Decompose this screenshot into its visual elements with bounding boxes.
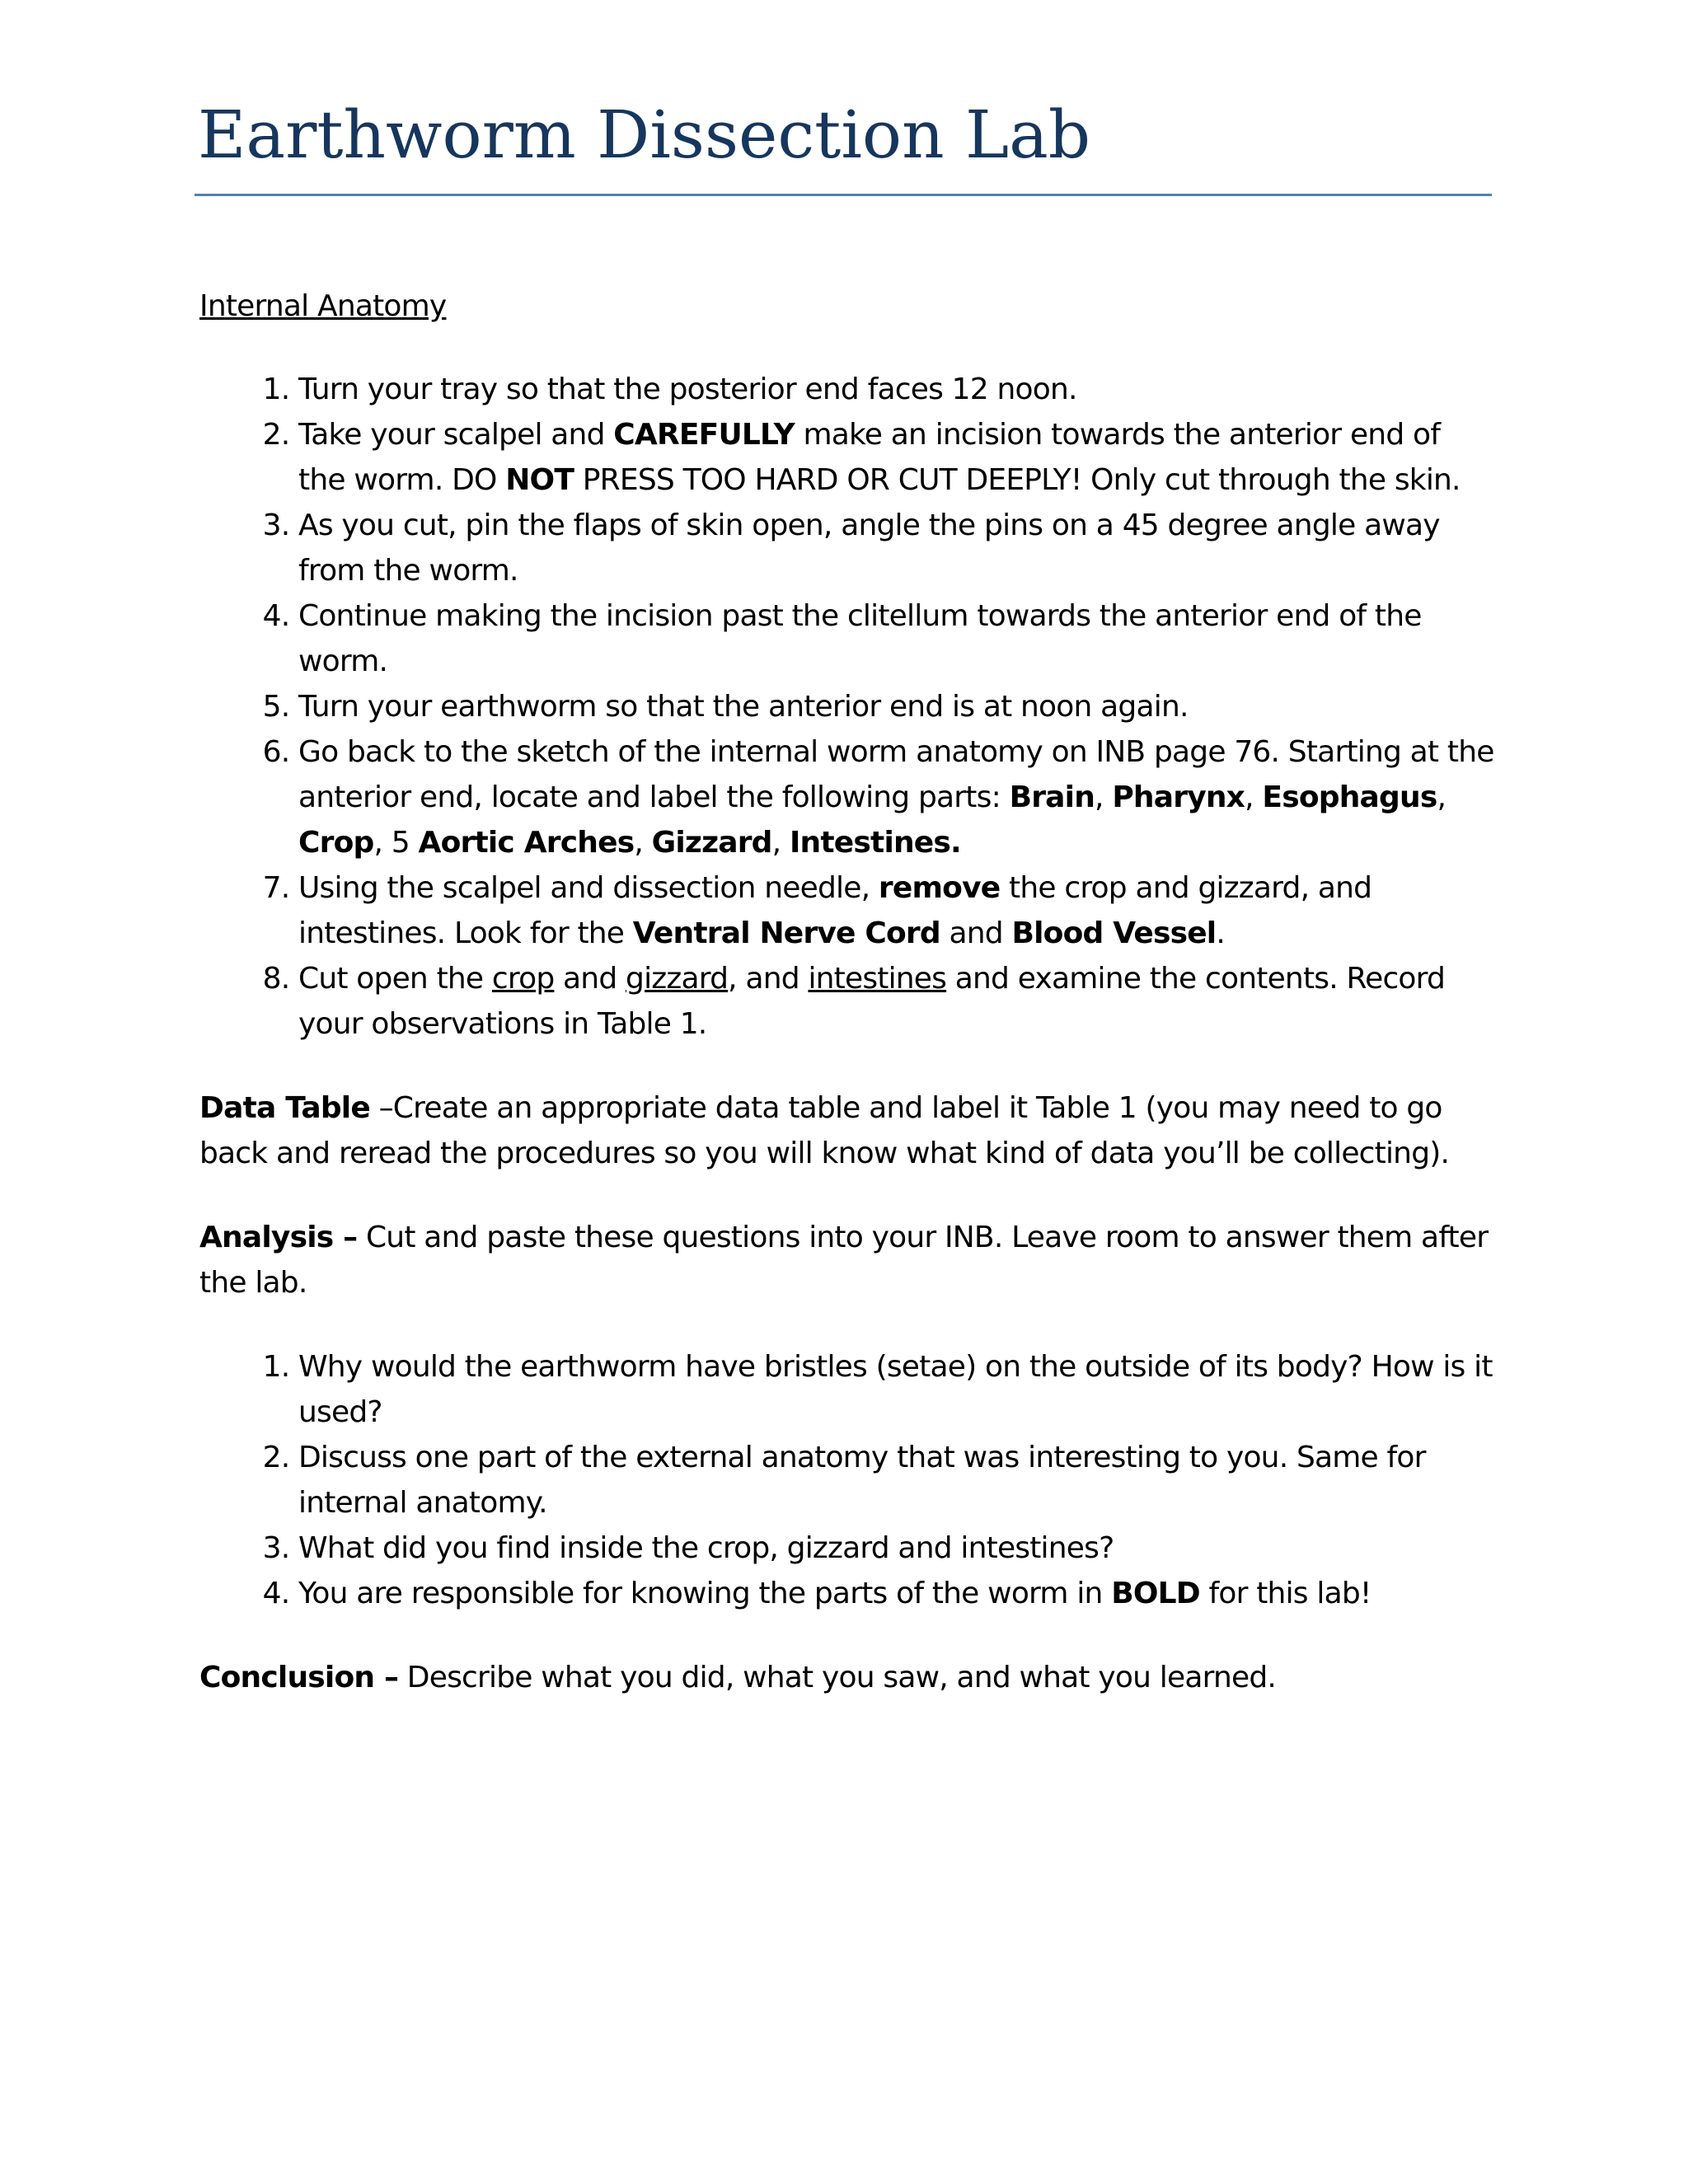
- question-text: for this lab!: [1199, 1577, 1372, 1610]
- step-text: and examine the contents. Record your observations in Table 1.: [298, 962, 1446, 1041]
- analysis-question-2: [298, 1435, 1495, 1526]
- bold-esophagus: Esophagus: [1262, 780, 1437, 814]
- bold-pharynx: Pharynx: [1112, 780, 1245, 814]
- question-text: You are responsible for knowing the parts of the worm in: [298, 1577, 1112, 1610]
- bold-aortic-arches: Aortic Arches: [418, 826, 635, 860]
- bold-carefully: CAREFULLY: [613, 418, 795, 452]
- step-text: make an incision towards the anterior end of the worm. DO: [298, 418, 1441, 497]
- analysis-label: Analysis –: [199, 1221, 358, 1254]
- step-text: .: [1216, 916, 1226, 950]
- analysis-question-1: [298, 1344, 1495, 1435]
- internal-anatomy-heading: Internal Anatomy: [199, 289, 447, 323]
- separator: , 5: [373, 826, 419, 860]
- conclusion-text: Describe what you did, what you saw, and what you learned.: [398, 1661, 1277, 1694]
- bold-intestines: Intestines.: [789, 826, 961, 860]
- question-text: Discuss one part of the external anatomy that was interesting to you. Same for internal anatomy.: [298, 1441, 1426, 1520]
- procedure-step-3: [298, 503, 1495, 593]
- separator: ,: [1437, 780, 1447, 814]
- document-body: [199, 284, 1495, 1700]
- data-table-label: Data Table: [199, 1091, 370, 1125]
- title-divider: [195, 194, 1492, 196]
- bold-ventral-nerve-cord: Ventral Nerve Cord: [632, 916, 940, 950]
- step-text: , and: [728, 962, 809, 996]
- separator: ,: [771, 826, 790, 860]
- procedure-step-6: [298, 729, 1495, 865]
- analysis-text: Cut and paste these questions into your INB. Leave room to answer them after the lab.: [199, 1221, 1489, 1300]
- step-text: As you cut, pin the flaps of skin open, angle the pins on a 45 degree angle away from the worm.: [298, 509, 1440, 588]
- bold-bold: BOLD: [1111, 1577, 1200, 1610]
- procedure-step-2: [298, 412, 1495, 503]
- separator: ,: [1095, 780, 1113, 814]
- bold-gizzard: Gizzard: [651, 826, 772, 860]
- conclusion-paragraph: [199, 1655, 1495, 1700]
- step-text: PRESS TOO HARD OR CUT DEEPLY! Only cut through the skin.: [574, 463, 1461, 497]
- bold-remove: remove: [878, 871, 1001, 905]
- step-text: Take your scalpel and: [298, 418, 614, 452]
- bold-blood-vessel: Blood Vessel: [1011, 916, 1217, 950]
- data-table-paragraph: [199, 1085, 1495, 1176]
- step-text: Cut open the: [298, 962, 492, 996]
- analysis-paragraph: [199, 1215, 1495, 1305]
- underlined-crop: crop: [491, 962, 555, 996]
- step-text: the crop and gizzard, and intestines. Look for the: [298, 871, 1372, 950]
- data-table-text: –Create an appropriate data table and label it Table 1 (you may need to go back and reread the procedures so you will know what kind of data you’ll be collecting).: [199, 1091, 1450, 1170]
- question-text: Why would the earthworm have bristles (setae) on the outside of its body? How is it used?: [298, 1350, 1493, 1429]
- procedure-step-5: [298, 684, 1495, 729]
- step-text: Continue making the incision past the clitellum towards the anterior end of the worm.: [298, 599, 1422, 678]
- procedure-list: [199, 367, 1495, 1047]
- underlined-gizzard: gizzard: [626, 962, 729, 996]
- analysis-question-4: [298, 1571, 1495, 1616]
- separator: ,: [634, 826, 652, 860]
- procedure-step-8: [298, 956, 1495, 1047]
- bold-brain: Brain: [1009, 780, 1095, 814]
- conclusion-label: Conclusion –: [199, 1661, 399, 1694]
- step-text: Turn your earthworm so that the anterior end is at noon again.: [298, 690, 1189, 724]
- page-title: Earthworm Dissection Lab: [198, 96, 1091, 173]
- procedure-step-4: [298, 593, 1495, 684]
- step-text: Turn your tray so that the posterior end faces 12 noon.: [298, 373, 1077, 406]
- step-text: Using the scalpel and dissection needle,: [298, 871, 879, 905]
- bold-not: NOT: [505, 463, 574, 497]
- step-text: and: [940, 916, 1012, 950]
- separator: ,: [1245, 780, 1263, 814]
- question-text: What did you find inside the crop, gizzard and intestines?: [298, 1531, 1114, 1565]
- underlined-intestines: intestines: [808, 962, 947, 996]
- procedure-step-1: [298, 367, 1495, 412]
- step-text: Go back to the sketch of the internal worm anatomy on INB page 76. Starting at the anterior end, locate and label the following parts:: [298, 735, 1494, 814]
- analysis-question-list: [199, 1344, 1495, 1616]
- bold-crop: Crop: [298, 826, 374, 860]
- procedure-step-7: [298, 865, 1495, 956]
- analysis-question-3: [298, 1526, 1495, 1571]
- step-text: and: [554, 962, 626, 996]
